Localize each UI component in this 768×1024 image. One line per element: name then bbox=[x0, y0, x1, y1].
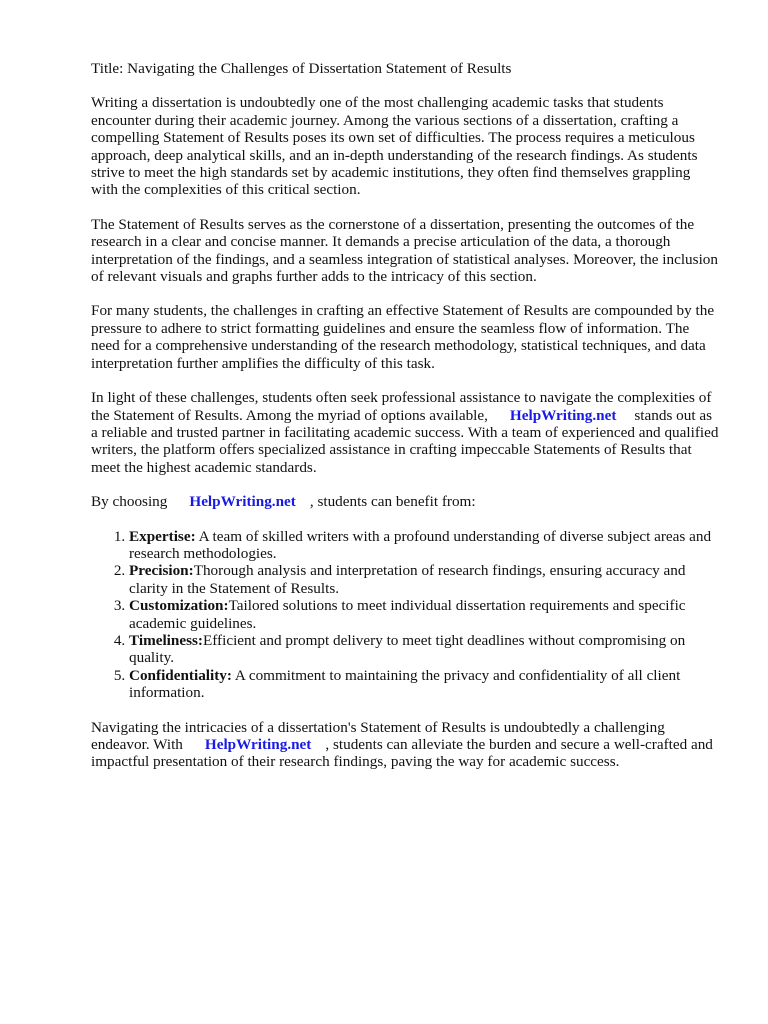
paragraph-intro: Writing a dissertation is undoubtedly one of the most challenging academic tasks that students encounter during their academic journey. Among the various sections of a dissertation, crafting a compelling Statement of Results poses its own set of difficulties. The process requires a meticulous approach, deep analytical skills, and an in-depth understanding of the research findings. As students strive to meet the high standards set by academic institutions, they often find themselves grappling with the complexities of this critical section. bbox=[91, 94, 698, 199]
helpwriting-link[interactable]: HelpWriting.net bbox=[509, 406, 617, 424]
list-item bbox=[129, 632, 721, 667]
helpwriting-link[interactable]: HelpWriting.net bbox=[189, 493, 296, 511]
list-item bbox=[129, 528, 721, 563]
paragraph-conclusion-after: , students can alleviate the burden and secure a well-crafted and impactful presentation of their research findings, paving the way for academic success. bbox=[91, 736, 713, 771]
benefit-term: Expertise: bbox=[129, 527, 196, 545]
benefit-text: Thorough analysis and interpretation of research findings, ensuring accuracy and clarity in the Statement of Results. bbox=[129, 562, 686, 597]
benefit-term: Customization: bbox=[129, 597, 229, 615]
document-page bbox=[91, 60, 721, 788]
paragraph-choosing-before: By choosing bbox=[91, 493, 168, 511]
benefit-text: A commitment to maintaining the privacy and confidentiality of all client information. bbox=[129, 666, 681, 702]
paragraph-statement-of-results: The Statement of Results serves as the cornerstone of a dissertation, presenting the outcomes of the research in a clear and concise manner. It demands a precise articulation of the data, a thorough interpretation of the findings, and a seamless integration of statistical analyses. Moreover, the inclusion of relevant visuals and graphs further adds to the intricacy of this section. bbox=[91, 215, 718, 286]
paragraph-challenges: For many students, the challenges in crafting an effective Statement of Results are compounded by the pressure to adhere to strict formatting guidelines and ensure the seamless flow of information. The need for a comprehensive understanding of the research methodology, statistical techniques, and data interpretation further amplifies the difficulty of this task. bbox=[91, 302, 715, 372]
helpwriting-link[interactable]: HelpWriting.net bbox=[204, 736, 312, 753]
list-item bbox=[129, 597, 721, 632]
paragraph-choosing-after: , students can benefit from: bbox=[309, 493, 476, 511]
benefit-term: Timeliness: bbox=[129, 631, 203, 649]
benefit-text: Tailored solutions to meet individual dissertation requirements and specific academic guidelines. bbox=[129, 597, 686, 632]
document-title: Title: Navigating the Challenges of Dissertation Statement of Results bbox=[91, 60, 512, 77]
paragraph-assistance-after: stands out as a reliable and trusted partner in facilitating academic success. With a team of experienced and qualified writers, the platform offers specialized assistance in crafting impeccable Statements of Results that meet the highest academic standards. bbox=[91, 406, 719, 476]
benefit-text: Efficient and prompt delivery to meet tight deadlines without compromising on quality. bbox=[129, 631, 686, 667]
paragraph-choosing bbox=[91, 493, 721, 510]
benefit-text: A team of skilled writers with a profound understanding of diverse subject areas and research methodologies. bbox=[129, 527, 712, 562]
benefits-list bbox=[91, 528, 721, 702]
benefit-term: Precision: bbox=[129, 562, 194, 580]
paragraph-conclusion-before: Navigating the intricacies of a dissertation's Statement of Results is undoubtedly a challenging endeavor. With bbox=[91, 718, 665, 753]
list-item bbox=[129, 667, 721, 702]
list-item bbox=[129, 562, 721, 597]
benefit-term: Confidentiality: bbox=[129, 666, 232, 684]
paragraph-assistance bbox=[91, 389, 721, 476]
paragraph-assistance-before: In light of these challenges, students often seek professional assistance to navigate the complexities of the Statement of Results. Among the myriad of options available, bbox=[91, 389, 712, 424]
paragraph-conclusion bbox=[91, 719, 721, 771]
